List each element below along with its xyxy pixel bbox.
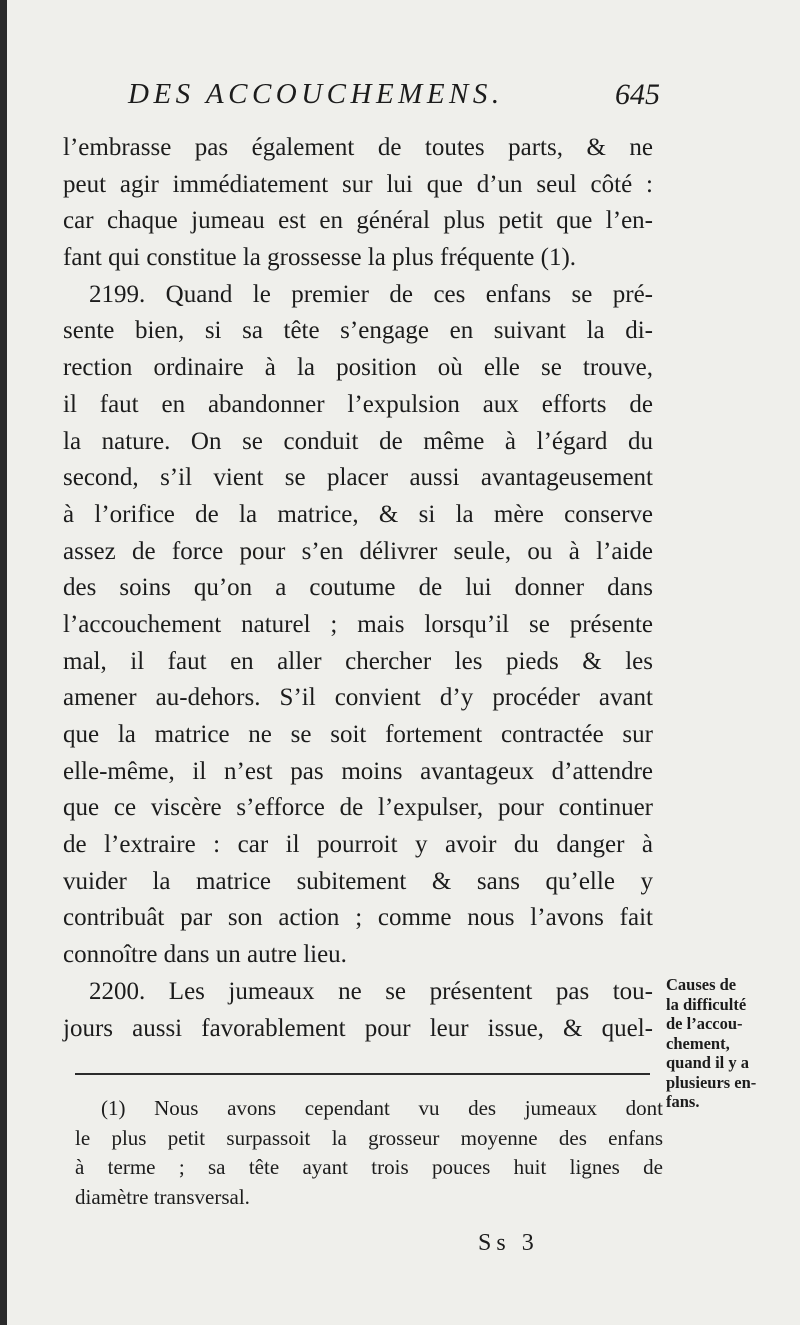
page-number: 645 — [615, 78, 660, 111]
body-line: assez de force pour s’en délivrer seule, ou à l’aide — [63, 537, 653, 565]
page-left-edge — [0, 0, 7, 1325]
body-line: il faut en abandonner l’expulsion aux efforts de — [63, 390, 653, 418]
margin-note-line: de l’accou- — [666, 1014, 743, 1033]
margin-note-line: Causes de — [666, 975, 737, 994]
footnote-line: le plus petit surpassoit la grosseur moyenne des enfans — [75, 1125, 663, 1150]
footnote-rule — [75, 1073, 650, 1075]
body-line: contribuât par son action ; comme nous l’avons fait — [63, 904, 653, 932]
body-line: des soins qu’on a coutume de lui donner dans — [63, 574, 653, 602]
margin-note-line: quand il y a — [666, 1053, 749, 1072]
body-line: car chaque jumeau est en général plus petit que l’en- — [63, 207, 653, 235]
margin-note-line: plusieurs en- — [666, 1072, 757, 1092]
body-line: que ce viscère s’efforce de l’expulser, pour continuer — [63, 794, 653, 822]
margin-note-line: la difficulté — [666, 994, 747, 1014]
paragraph-2200-start: 2200. Les jumeaux ne se présentent pas tou- — [89, 977, 653, 1005]
body-line: connoître dans un autre lieu. — [63, 941, 347, 969]
body-line: l’embrasse pas également de toutes parts, & ne — [63, 134, 653, 161]
body-line: fant qui constitue la grossesse la plus fréquente (1). — [63, 244, 577, 272]
body-line: à l’orifice de la matrice, & si la mère conserve — [63, 500, 653, 528]
body-line: second, s’il vient se placer aussi avantageusement — [63, 464, 653, 492]
body-line: la nature. On se conduit de même à l’égard du — [63, 427, 653, 455]
body-line: mal, il faut en aller chercher les pieds & les — [63, 647, 653, 675]
body-line: peut agir immédiatement sur lui que d’un seul côté : — [63, 170, 653, 198]
margin-note-line: chement, — [666, 1033, 730, 1053]
body-text — [63, 130, 653, 1047]
footnote — [75, 1094, 663, 1212]
body-line: jours aussi favorablement pour leur issue, & quel- — [63, 1014, 653, 1042]
body-line: de l’extraire : car il pourroit y avoir du danger à — [63, 831, 653, 859]
body-line: elle-même, il n’est pas moins avantageux d’attendre — [63, 757, 653, 785]
footnote-line: (1) Nous avons cependant vu des jumeaux dont — [101, 1096, 663, 1120]
running-head — [128, 78, 668, 118]
footnote-line: à terme ; sa tête ayant trois pouces huit lignes de — [75, 1155, 663, 1179]
body-line: rection ordinaire à la position où elle se trouve, — [63, 354, 653, 382]
body-line: vuider la matrice subitement & sans qu’elle y — [63, 867, 653, 895]
margin-note — [666, 975, 796, 1112]
body-line: l’accouchement naturel ; mais lorsqu’il se présente — [63, 610, 653, 638]
body-line: sente bien, si sa tête s’engage en suivant la di- — [63, 317, 653, 345]
body-line: que la matrice ne se soit fortement contractée sur — [63, 721, 653, 748]
paragraph-2199-start: 2199. Quand le premier de ces enfans se pré- — [89, 280, 653, 308]
running-title: DES ACCOUCHEMENS. — [128, 78, 504, 110]
footnote-line: diamètre transversal. — [75, 1184, 250, 1209]
margin-note-line: fans. — [666, 1092, 700, 1111]
signature-mark: Ss 3 — [478, 1230, 539, 1256]
body-line: amener au-dehors. S’il convient d’y procéder avant — [63, 684, 653, 712]
